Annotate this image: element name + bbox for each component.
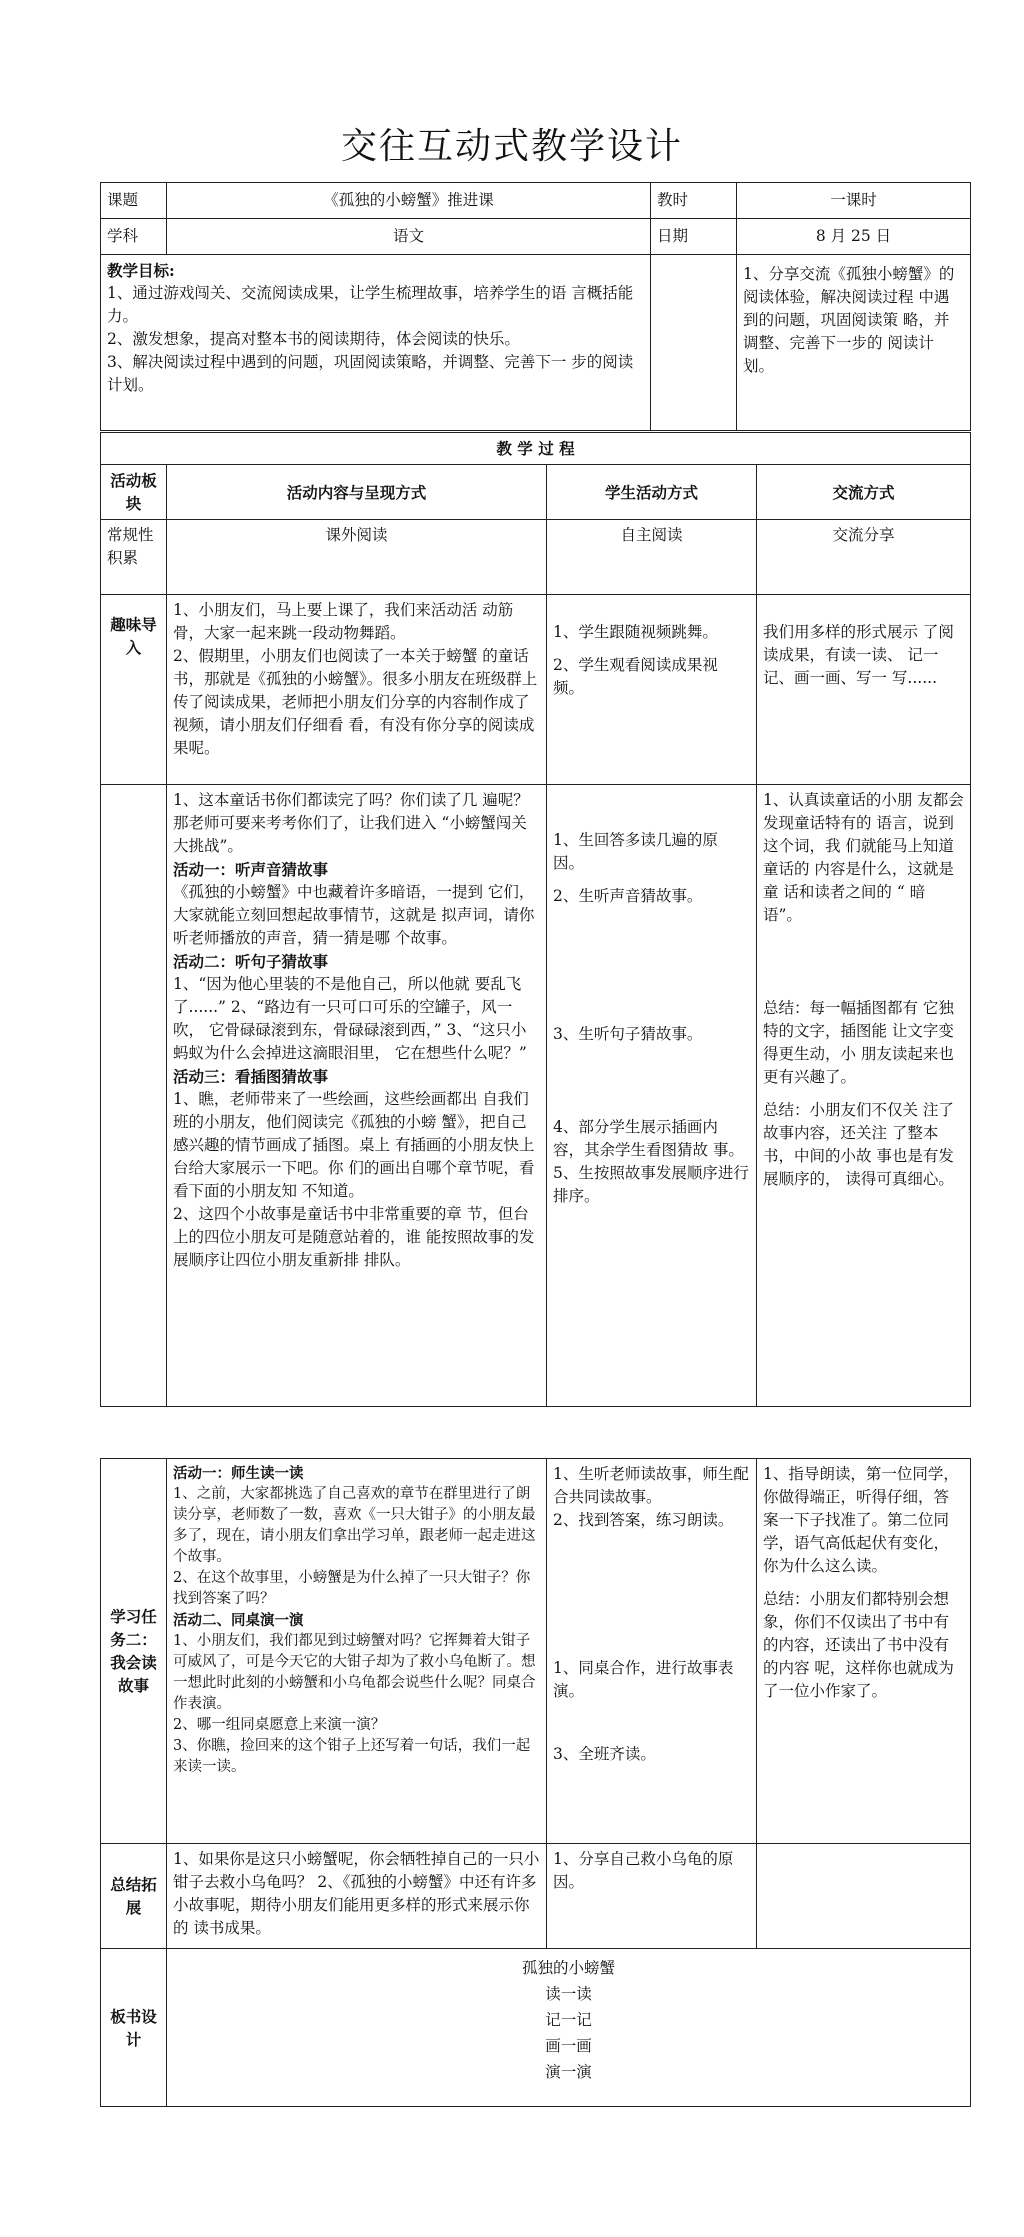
task1-exchange-3: 总结：小朋友们不仅关 注了故事内容，还关注 了整本书，中间的小故 事也是有发展顺序的， 读得可真细心。 <box>763 1101 954 1188</box>
task2-act2-title: 活动二、同桌演一演 <box>173 1612 304 1629</box>
process-title: 教 学 过 程 <box>101 433 971 465</box>
task2-exchange-2: 总结：小朋友们都特别会想象，你们不仅读出了书中有的内容，还读出了书中没有的内容 呢，这样你也就成为了一位小作家了。 <box>763 1590 954 1700</box>
summary-student: 1、分享自己救小乌龟的原因。 <box>547 1844 757 1949</box>
board-line: 记一记 <box>545 2011 592 2029</box>
task1-label <box>101 785 167 1407</box>
summary-label: 总结拓展 <box>101 1844 167 1949</box>
task2-exchange-1: 1、指导朗读，第一位同学，你做得端正，听得仔细，答案一下子找准了。第二位同学，语气高低起伏有变化，你为什么这么读。 <box>763 1465 959 1575</box>
routine-label: 常规性积累 <box>101 520 167 595</box>
lesson-label: 课题 <box>101 183 167 219</box>
header-exchange-mode: 交流方式 <box>757 465 971 520</box>
task1-act3-text: 1、瞧，老师带来了一些绘画，这些绘画都出 自我们班的小朋友，他们阅读完《孤独的小螃 蟹》，把自己感兴趣的情节画成了插图。桌上 有插画的小朋友快上台给大家展示一下吧。你 们的画出自哪个章节呢，看看下面的小朋友知 不知道。 2、这四个小故事是童话书中非常重要的章 节，但台上的四位小朋友可是随意站着的，谁 能按照故事的发展顺序让四位小朋友重新排 排队。 <box>173 1090 535 1269</box>
interest-student <box>547 595 757 785</box>
subject-label: 学科 <box>101 219 167 255</box>
subject-value: 语文 <box>167 219 651 255</box>
interest-student-2: 2、学生观看阅读成果视 频。 <box>553 656 718 697</box>
task1-student-4: 4、部分学生展示插画内 容，其余学生看图猜故 事。 5、生按照故事发展顺序进行排序。 <box>553 1118 749 1205</box>
interest-label: 趣味导入 <box>101 595 167 785</box>
task1-intro: 1、这本童话书你们都读完了吗？你们读了几 遍呢？那老师可要来考考你们了，让我们进入 “小螃蟹闯关大挑战”。 <box>173 791 529 855</box>
task1-student <box>547 785 757 1407</box>
hours-label: 教时 <box>651 183 737 219</box>
task1-exchange-2: 总结：每一幅插图都有 它独特的文字，插图能 让文字变得更生动，小 朋友读起来也更有兴趣了。 <box>763 999 954 1086</box>
interest-content: 1、小朋友们，马上要上课了，我们来活动活 动筋骨，大家一起来跳一段动物舞蹈。 2、假期里，小朋友们也阅读了一本关于螃蟹 的童话书，那就是《孤独的小螃蟹》。很多小朋友在班级群上传了阅读成果，老师把小朋友们分享的内容制作成了视频，请小朋友们仔细看 看，有没有你分享的阅读成果呢。 <box>167 595 547 785</box>
goal-item: 2、激发想象，提高对整本书的阅读期待，体会阅读的快乐。 <box>107 330 520 348</box>
header-student-mode: 学生活动方式 <box>547 465 757 520</box>
task2-student-4: 3、全班齐读。 <box>553 1745 656 1763</box>
task2-student-3: 1、同桌合作，进行故事表演。 <box>553 1659 734 1700</box>
task1-content <box>167 785 547 1407</box>
goals-gap-cell <box>651 255 737 431</box>
goals-side-note: 1、分享交流《孤独小螃蟹》的阅读体验，解决阅读过程 中遇到的问题，巩固阅读策 略，并调整、完善下一步的 阅读计划。 <box>737 255 971 431</box>
info-table <box>100 182 971 431</box>
task1-act2-text: 1、“因为他心里装的不是他自己，所以他就 要乱飞了......” 2、“路边有一只可口可乐的空罐子，风一吹， 它骨碌碌滚到东，骨碌碌滚到西，” 3、“这只小蚂蚁为什么会掉进这滴眼泪里， 它在想些什么呢？” <box>173 975 527 1062</box>
task1-act2-title: 活动二：听句子猜故事 <box>173 952 329 971</box>
interest-exchange: 我们用多样的形式展示 了阅读成果，有读一读、 记一记、画一画、写一 写...... <box>757 595 971 785</box>
hours-value: 一课时 <box>737 183 971 219</box>
board-line: 读一读 <box>545 1985 592 2003</box>
goal-item: 3、解决阅读过程中遇到的问题，巩固阅读策略，并调整、完善下一 步的阅读计划。 <box>107 353 634 394</box>
goals-heading: 教学目标: <box>107 261 175 280</box>
task1-act1-title: 活动一：听声音猜故事 <box>173 860 329 879</box>
header-activity-block: 活动板块 <box>101 465 167 520</box>
routine-exchange: 交流分享 <box>757 520 971 595</box>
board-line: 画一画 <box>545 2037 592 2055</box>
routine-student: 自主阅读 <box>547 520 757 595</box>
task1-student-2: 2、生听声音猜故事。 <box>553 887 703 905</box>
task2-label: 学习任务二：我会读故事 <box>101 1459 167 1844</box>
board-line: 孤独的小螃蟹 <box>521 1959 615 1977</box>
routine-content: 课外阅读 <box>167 520 547 595</box>
task1-act3-title: 活动三：看插图猜故事 <box>173 1067 329 1086</box>
summary-exchange <box>757 1844 971 1949</box>
task1-student-3: 3、生听句子猜故事。 <box>553 1025 703 1043</box>
interest-student-1: 1、学生跟随视频跳舞。 <box>553 623 718 641</box>
lesson-value: 《孤独的小螃蟹》推进课 <box>167 183 651 219</box>
task2-student-1: 1、生听老师读故事，师生配合共同读故事。 <box>553 1465 749 1506</box>
task1-student-1: 1、生回答多读几遍的原 因。 <box>553 831 718 872</box>
task1-exchange-1: 1、认真读童话的小朋 友都会发现童话特有的 语言，说到这个词，我 们就能马上知道童话的 内容是什么，这就是童 话和读者之间的 “ 暗语”。 <box>763 791 964 924</box>
task2-exchange <box>757 1459 971 1844</box>
summary-content: 1、如果你是这只小螃蟹呢，你会牺牲掉自己的一只小钳子去救小乌龟吗？ 2、《孤独的小螃蟹》中还有许多小故事呢，期待小朋友们能用更多样的形式来展示你的 读书成果。 <box>167 1844 547 1949</box>
goals-cell <box>101 255 651 431</box>
task2-act1-title: 活动一：师生读一读 <box>173 1465 304 1482</box>
document-title: 交往互动式教学设计 <box>340 126 683 167</box>
task2-student-2: 2、找到答案，练习朗读。 <box>553 1511 734 1529</box>
task2-content <box>167 1459 547 1844</box>
date-value: 8 月 25 日 <box>737 219 971 255</box>
task1-exchange <box>757 785 971 1407</box>
date-label: 日期 <box>651 219 737 255</box>
board-design <box>167 1949 971 2107</box>
board-line: 演一演 <box>545 2063 592 2081</box>
task1-act1-text: 《孤独的小螃蟹》中也藏着许多暗语，一提到 它们，大家就能立刻回想起故事情节，这就是 拟声词，请你听老师播放的声音，猜一猜是哪 个故事。 <box>173 883 535 947</box>
task2-act1-text-1: 1、之前，大家都挑选了自己喜欢的章节在群里进行了朗读分享，老师数了一数，喜欢《一只大钳子》的小朋友最多了，现在，请小朋友们拿出学习单，跟老师一起走进这个故事。 <box>173 1486 536 1565</box>
task2-act1-text-2: 2、在这个故事里，小螃蟹是为什么掉了一只大钳子？你找到答案了吗？ <box>173 1570 531 1607</box>
goal-item: 1、通过游戏闯关、交流阅读成果，让学生梳理故事，培养学生的语 言概括能力。 <box>107 284 634 325</box>
board-label: 板书设计 <box>101 1949 167 2107</box>
process-table <box>100 432 971 1407</box>
process-table-2 <box>100 1458 971 2107</box>
header-content: 活动内容与呈现方式 <box>167 465 547 520</box>
task2-act2-text: 1、小朋友们，我们都见到过螃蟹对吗？它挥舞着大钳子可威风了，可是今天它的大钳子却为了救小乌龟断了。想一想此时此刻的小螃蟹和小乌龟都会说些什么呢？同桌合作表演。 2、哪一组同桌愿意上来演一演？ 3、你瞧，捡回来的这个钳子上还写着一句话，我们一起来读一读。 <box>173 1633 536 1775</box>
task2-student <box>547 1459 757 1844</box>
